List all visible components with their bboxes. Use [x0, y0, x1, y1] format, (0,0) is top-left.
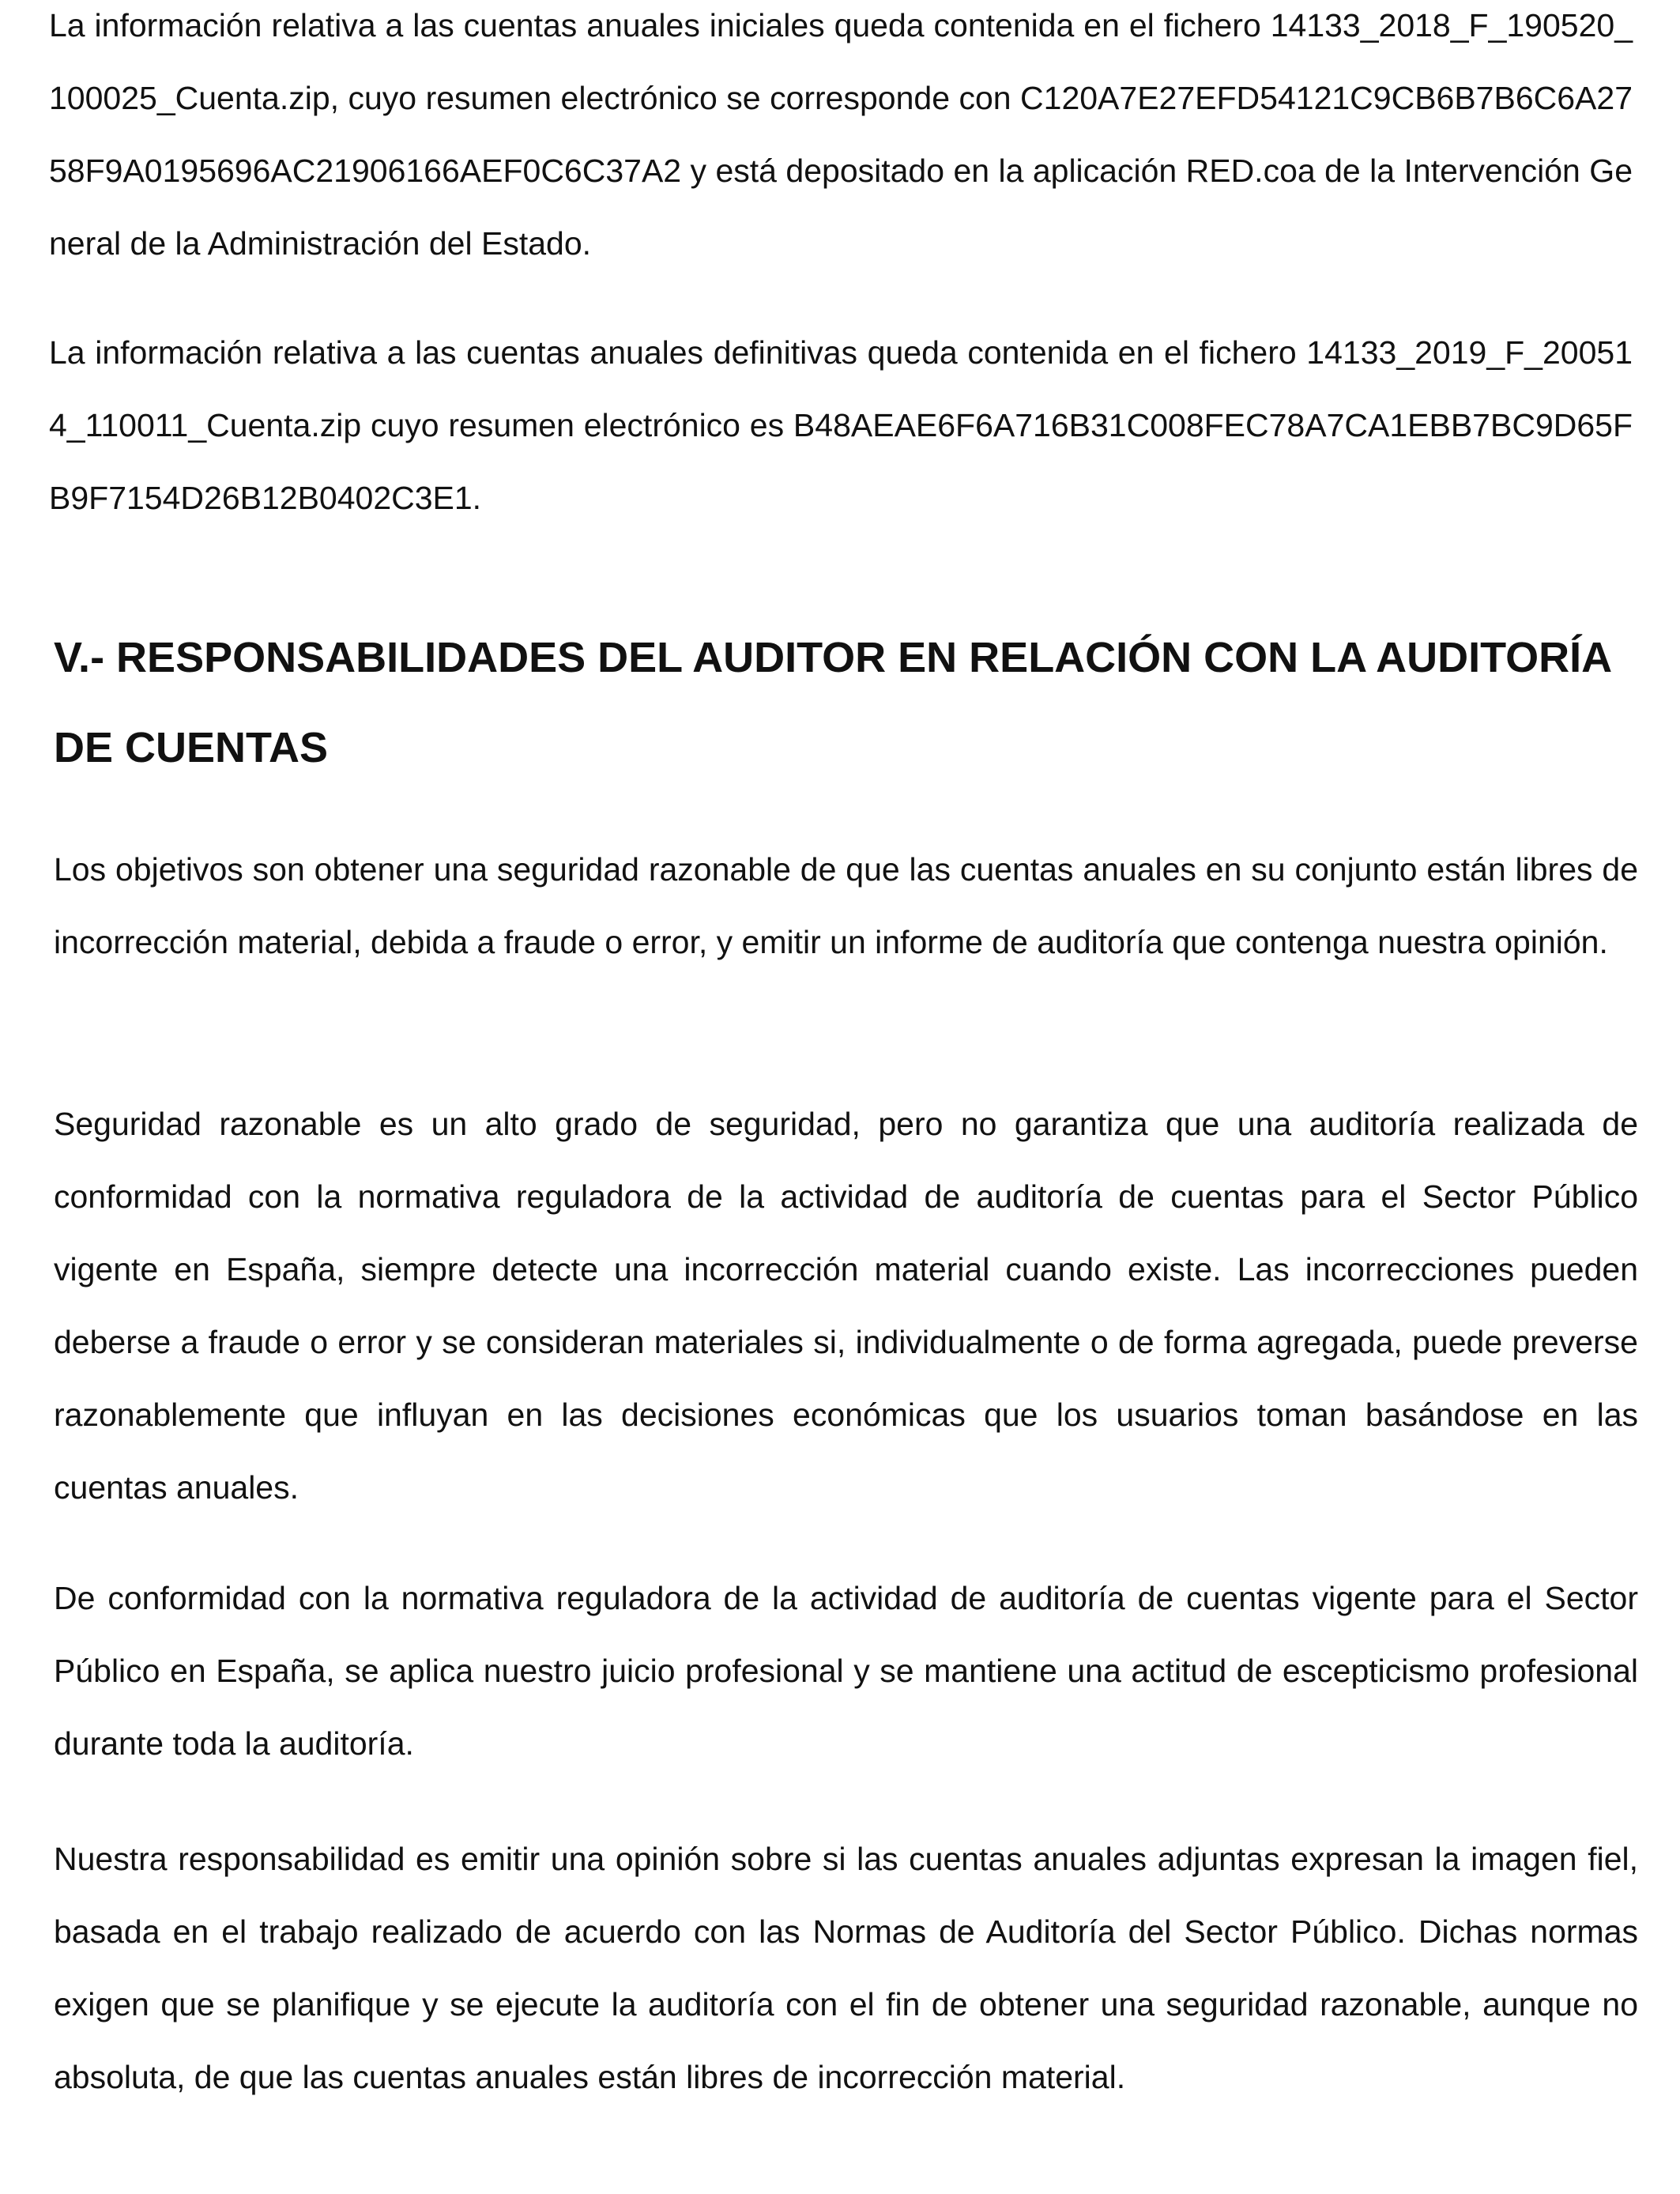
paragraph-final-accounts: La información relativa a las cuentas anuales definitivas queda contenida en el fichero 14133_2019_F_200514_110011_Cuenta.zip cuyo resumen electrónico es B48AEAE6F6A716B31C008FEC78A7CA1EBB7BC9D65FB9F7154D26B12B0402C3E1. [49, 334, 1633, 516]
paragraph-reasonable-assurance: Seguridad razonable es un alto grado de seguridad, pero no garantiza que una auditoría realizada de conformidad con la normativa reguladora de la actividad de auditoría de cuentas para el Sector Público vigente en España, siempre detecte una incorrección material cuando existe. Las incorrecciones pueden deberse a fraude o error y se consideran materiales si, individualmente o de forma agregada, puede preverse razonablemente que influyan en las decisiones económicas que los usuarios toman basándose en las cuentas anuales. [54, 1106, 1638, 1506]
paragraph-professional-judgment: De conformidad con la normativa reguladora de la actividad de auditoría de cuentas vigente para el Sector Público en España, se aplica nuestro juicio profesional y se mantiene una actitud de escepticismo profesional durante toda la auditoría. [54, 1580, 1638, 1762]
paragraph-responsibility: Nuestra responsabilidad es emitir una opinión sobre si las cuentas anuales adjuntas expresan la imagen fiel, basada en el trabajo realizado de acuerdo con las Normas de Auditoría del Sector Público. Dichas normas exigen que se planifique y se ejecute la auditoría con el fin de obtener una seguridad razonable, aunque no absoluta, de que las cuentas anuales están libres de incorrección material. [54, 1841, 1638, 2095]
paragraph-initial-accounts: La información relativa a las cuentas anuales iniciales queda contenida en el fichero 14133_2018_F_190520_100025_Cuenta.zip, cuyo resumen electrónico se corresponde con C120A7E27EFD54121C9CB6B7B6C6A2758F9A0195696AC21906166AEF0C6C37A2 y está depositado en la aplicación RED.coa de la Intervención General de la Administración del Estado. [49, 7, 1633, 262]
paragraph-objectives: Los objetivos son obtener una seguridad razonable de que las cuentas anuales en su conjunto están libres de incorrección material, debida a fraude o error, y emitir un informe de auditoría que contenga nuestra opinión. [54, 851, 1638, 960]
section-heading: V.- RESPONSABILIDADES DEL AUDITOR EN RELACIÓN CON LA AUDITORÍA DE CUENTAS [54, 634, 1611, 771]
